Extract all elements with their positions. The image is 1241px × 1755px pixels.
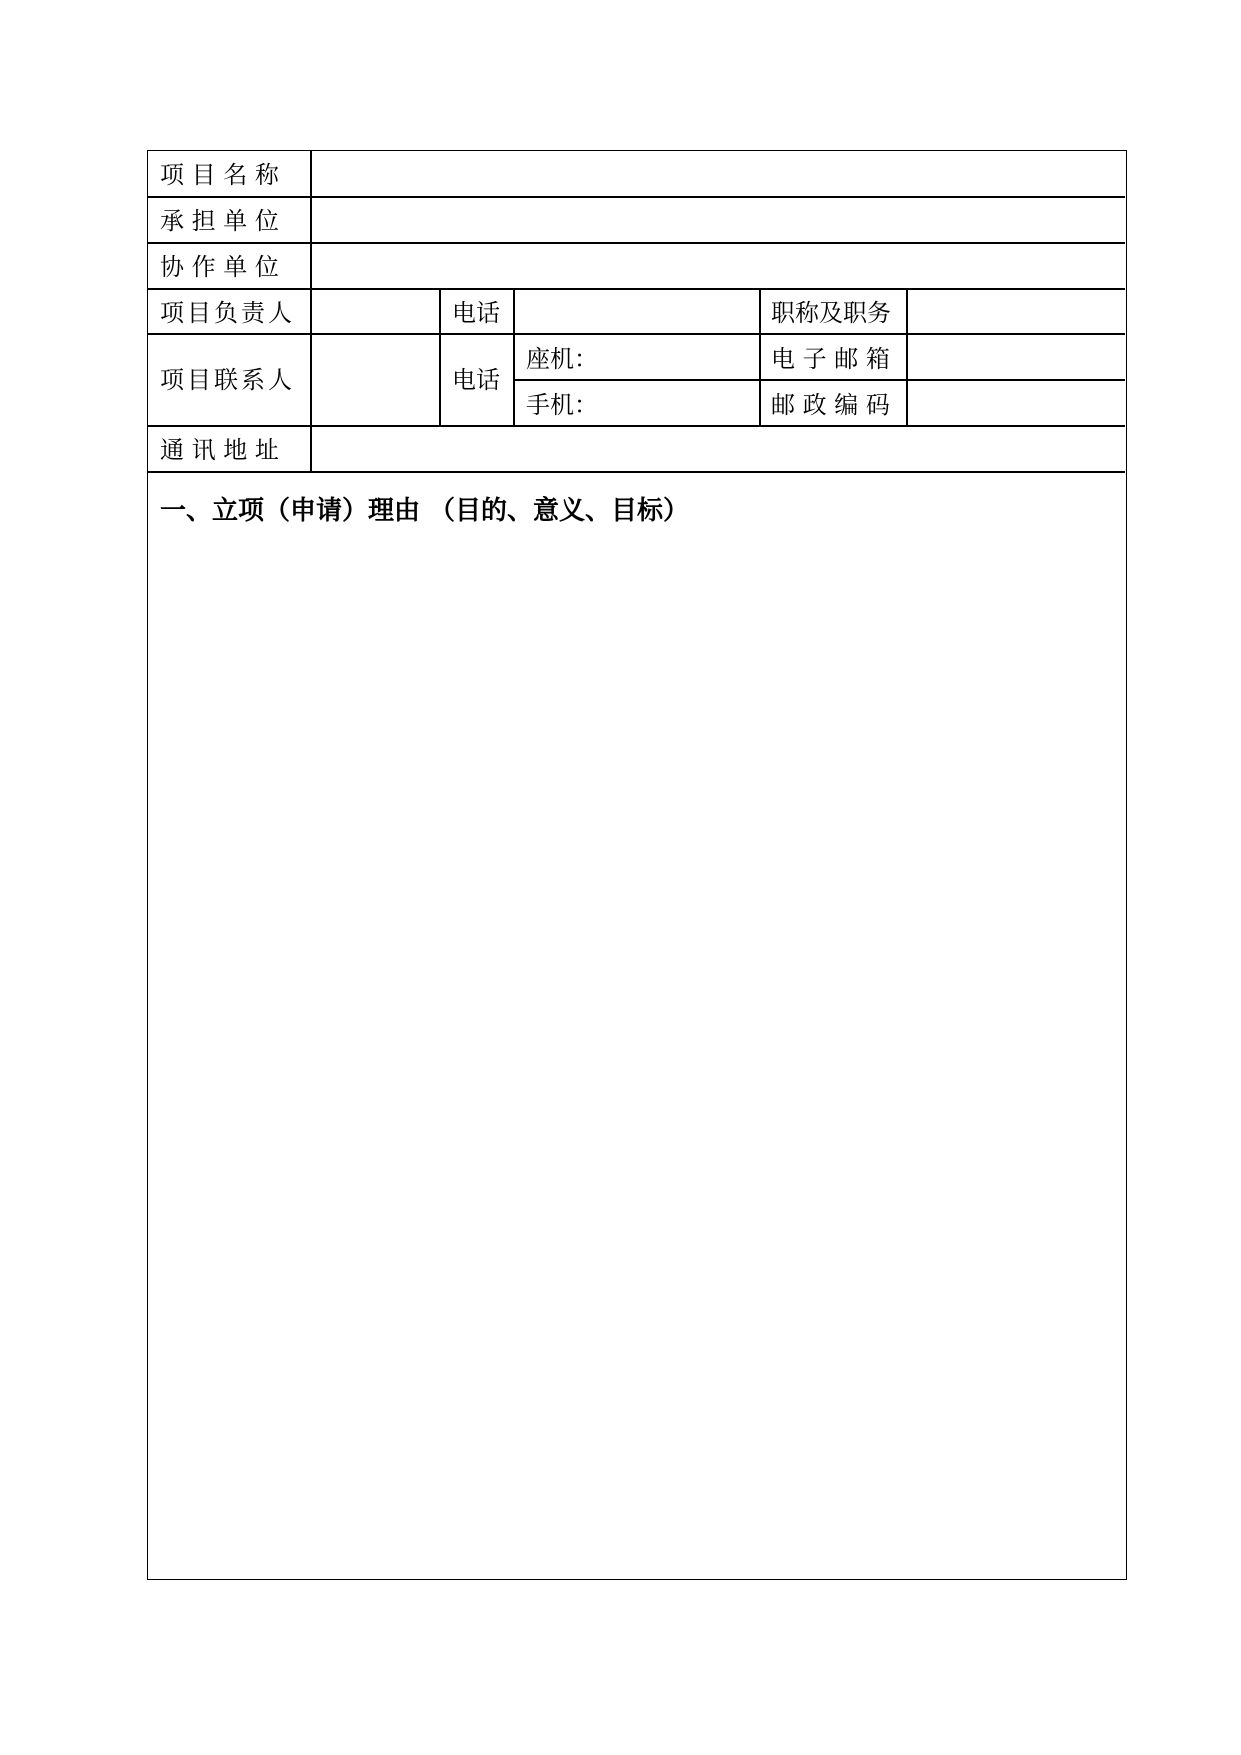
column-divider (759, 288, 761, 425)
title-position-field[interactable] (908, 289, 1125, 333)
email-label: 电 子 邮 箱 (771, 345, 890, 373)
section-1-content-area[interactable] (150, 531, 1124, 1577)
leader-phone-field[interactable] (515, 289, 759, 333)
cooperating-unit-label: 协 作 单 位 (160, 253, 279, 281)
undertaking-unit-label: 承 担 单 位 (160, 207, 279, 235)
postcode-label: 邮 政 编 码 (771, 391, 890, 419)
contact-phone-label: 电话 (452, 366, 500, 394)
project-leader-label: 项目负责人 (160, 299, 295, 327)
project-leader-field[interactable] (312, 289, 439, 333)
leader-phone-label: 电话 (452, 299, 500, 327)
mobile-field[interactable] (598, 381, 758, 425)
undertaking-unit-field[interactable] (312, 197, 1125, 242)
project-contact-label: 项目联系人 (160, 366, 295, 394)
application-form-table (147, 150, 1127, 1580)
cooperating-unit-field[interactable] (312, 243, 1125, 288)
project-contact-field[interactable] (312, 335, 439, 425)
postcode-field[interactable] (908, 381, 1125, 425)
email-field[interactable] (908, 335, 1125, 379)
section-1-title: 一、立项（申请）理由 （目的、意义、目标） (160, 496, 690, 526)
title-position-label: 职称及职务 (771, 299, 891, 327)
row-divider (148, 471, 1125, 473)
landline-label: 座机： (526, 345, 598, 373)
address-field[interactable] (312, 426, 1125, 471)
mobile-label: 手机： (526, 391, 598, 419)
project-name-label: 项 目 名 称 (160, 161, 279, 189)
column-divider (439, 288, 441, 425)
project-name-field[interactable] (312, 151, 1125, 196)
address-label: 通 讯 地 址 (160, 436, 279, 464)
landline-field[interactable] (598, 335, 758, 379)
